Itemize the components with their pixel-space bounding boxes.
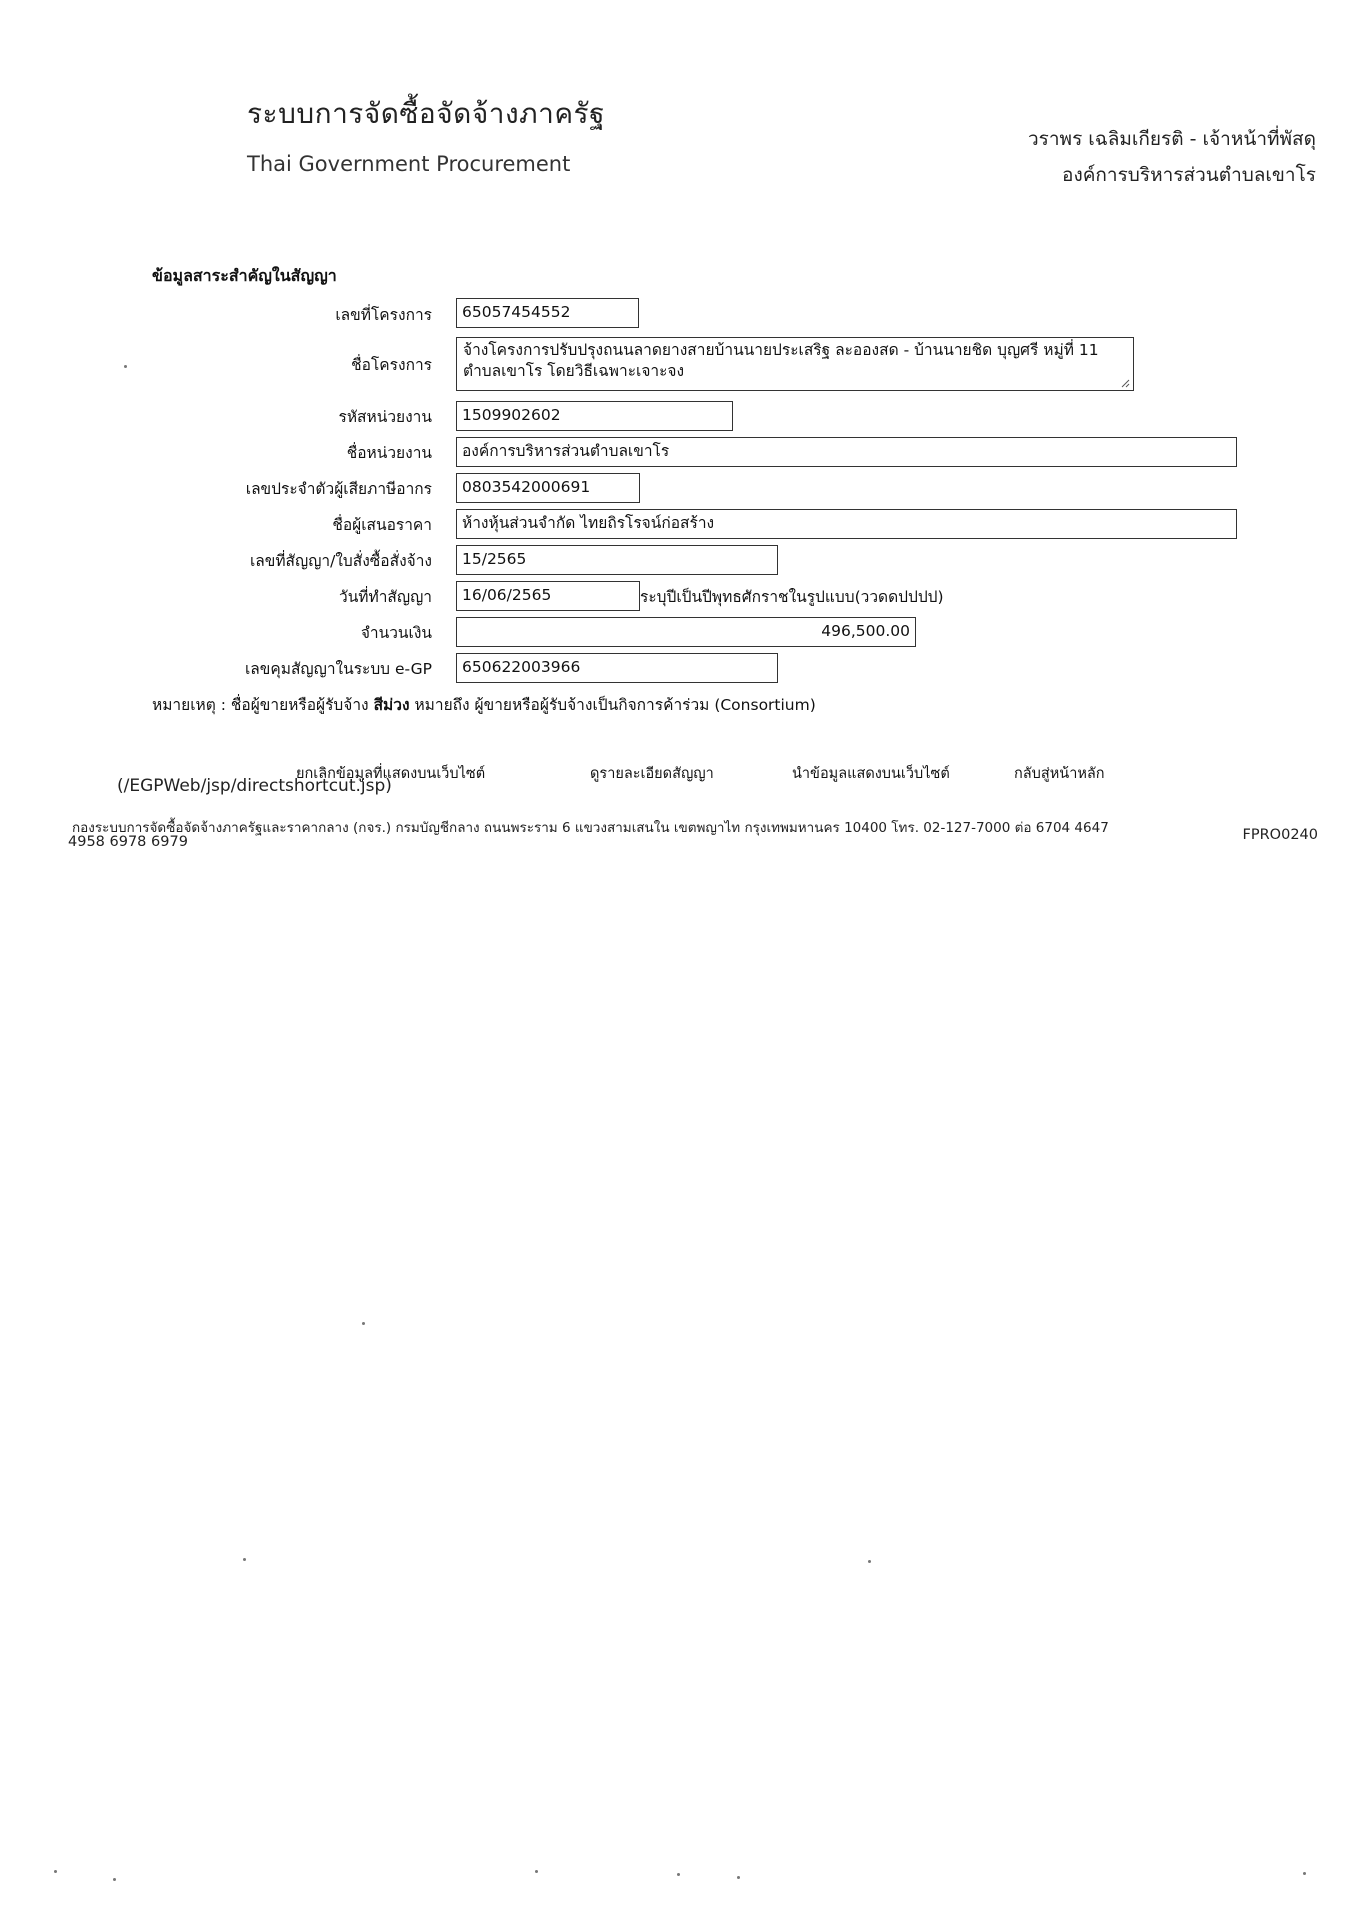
footer-address: กองระบบการจัดซื้อจัดจ้างภาครัฐและราคากลาง (กจร.) กรมบัญชีกลาง ถนนพระราม 6 แขวงสามเสนใน เขตพญาไท กรุงเทพมหานคร 10400 โทร. 02-127-7000 ต่อ 6704 4647 <box>72 820 1109 836</box>
agency-name-field[interactable]: องค์การบริหารส่วนตำบลเขาโร <box>456 437 1237 467</box>
scan-speck <box>54 1870 57 1873</box>
user-organization: องค์การบริหารส่วนตำบลเขาโร <box>1062 164 1316 186</box>
agency-name-label: ชื่อหน่วยงาน <box>346 444 432 462</box>
resize-handle-icon <box>1121 379 1130 388</box>
project-number-label: เลขที่โครงการ <box>335 306 432 324</box>
scan-speck <box>868 1560 871 1563</box>
agency-code-field[interactable]: 1509902602 <box>456 401 733 431</box>
contract-number-label: เลขที่สัญญา/ใบสั่งซื้อสั่งจ้าง <box>249 552 432 570</box>
scan-speck <box>535 1870 538 1873</box>
egp-contract-number-label: เลขคุมสัญญาในระบบ e-GP <box>244 660 432 678</box>
home-link[interactable]: กลับสู่หน้าหลัก <box>1014 766 1105 782</box>
project-name-textarea[interactable] <box>456 337 1134 391</box>
scan-speck <box>677 1873 680 1876</box>
publish-link[interactable]: นำข้อมูลแสดงบนเว็บไซต์ <box>792 766 950 782</box>
system-title-th: ระบบการจัดซื้อจัดจ้างภาครัฐ <box>247 97 606 130</box>
footer-phone-extra: 4958 6978 6979 <box>68 834 188 850</box>
bidder-name-field[interactable]: ห้างหุ้นส่วนจำกัด ไทยถิรโรจน์ก่อสร้าง <box>456 509 1237 539</box>
scan-speck <box>362 1322 365 1325</box>
project-name-label: ชื่อโครงการ <box>351 356 432 374</box>
note-suffix: หมายถึง ผู้ขายหรือผู้รับจ้างเป็นกิจการค้าร่วม (Consortium) <box>409 696 816 714</box>
contract-number-field[interactable]: 15/2565 <box>456 545 778 575</box>
scan-speck <box>737 1876 740 1879</box>
cancel-publish-link[interactable]: ยกเลิกข้อมูลที่แสดงบนเว็บไซต์ <box>296 766 486 782</box>
section-title: ข้อมูลสาระสำคัญในสัญญา <box>152 266 337 285</box>
note-prefix: หมายเหตุ : ชื่อผู้ขายหรือผู้รับจ้าง <box>152 696 374 714</box>
note-bold: สีม่วง <box>373 696 410 714</box>
amount-label: จำนวนเงิน <box>360 624 432 642</box>
bidder-name-label: ชื่อผู้เสนอราคา <box>332 516 432 534</box>
scan-speck <box>243 1558 246 1561</box>
project-number-field[interactable]: 65057454552 <box>456 298 639 328</box>
scan-speck <box>124 365 127 368</box>
view-contract-link[interactable]: ดูรายละเอียดสัญญา <box>590 766 714 782</box>
page-code: FPRO0240 <box>1242 827 1318 843</box>
contract-date-field[interactable]: 16/06/2565 <box>456 581 640 611</box>
tax-id-label: เลขประจำตัวผู้เสียภาษีอากร <box>245 480 432 498</box>
contract-date-label: วันที่ทำสัญญา <box>338 588 432 606</box>
project-name-text: จ้างโครงการปรับปรุงถนนลาดยางสายบ้านนายประเสริฐ ละอองสด - บ้านนายชิด บุญศรี หมู่ที่ 11 ตำบลเขาโร โดยวิธีเฉพาะเจาะจง <box>463 341 1099 380</box>
scan-speck <box>113 1878 116 1881</box>
system-title-en: Thai Government Procurement <box>247 152 571 176</box>
contract-date-hint: ระบุปีเป็นปีพุทธศักราชในรูปแบบ(ววดดปปปป) <box>640 588 944 606</box>
user-name: วราพร เฉลิมเกียรติ - เจ้าหน้าที่พัสดุ <box>1028 128 1316 150</box>
scan-speck <box>1303 1872 1306 1875</box>
amount-field[interactable]: 496,500.00 <box>456 617 916 647</box>
egp-contract-number-field[interactable]: 650622003966 <box>456 653 778 683</box>
agency-code-label: รหัสหน่วยงาน <box>338 408 432 426</box>
tax-id-field[interactable]: 0803542000691 <box>456 473 640 503</box>
note-text <box>152 692 816 717</box>
url-text: (/EGPWeb/jsp/directshortcut.jsp) <box>117 776 392 796</box>
